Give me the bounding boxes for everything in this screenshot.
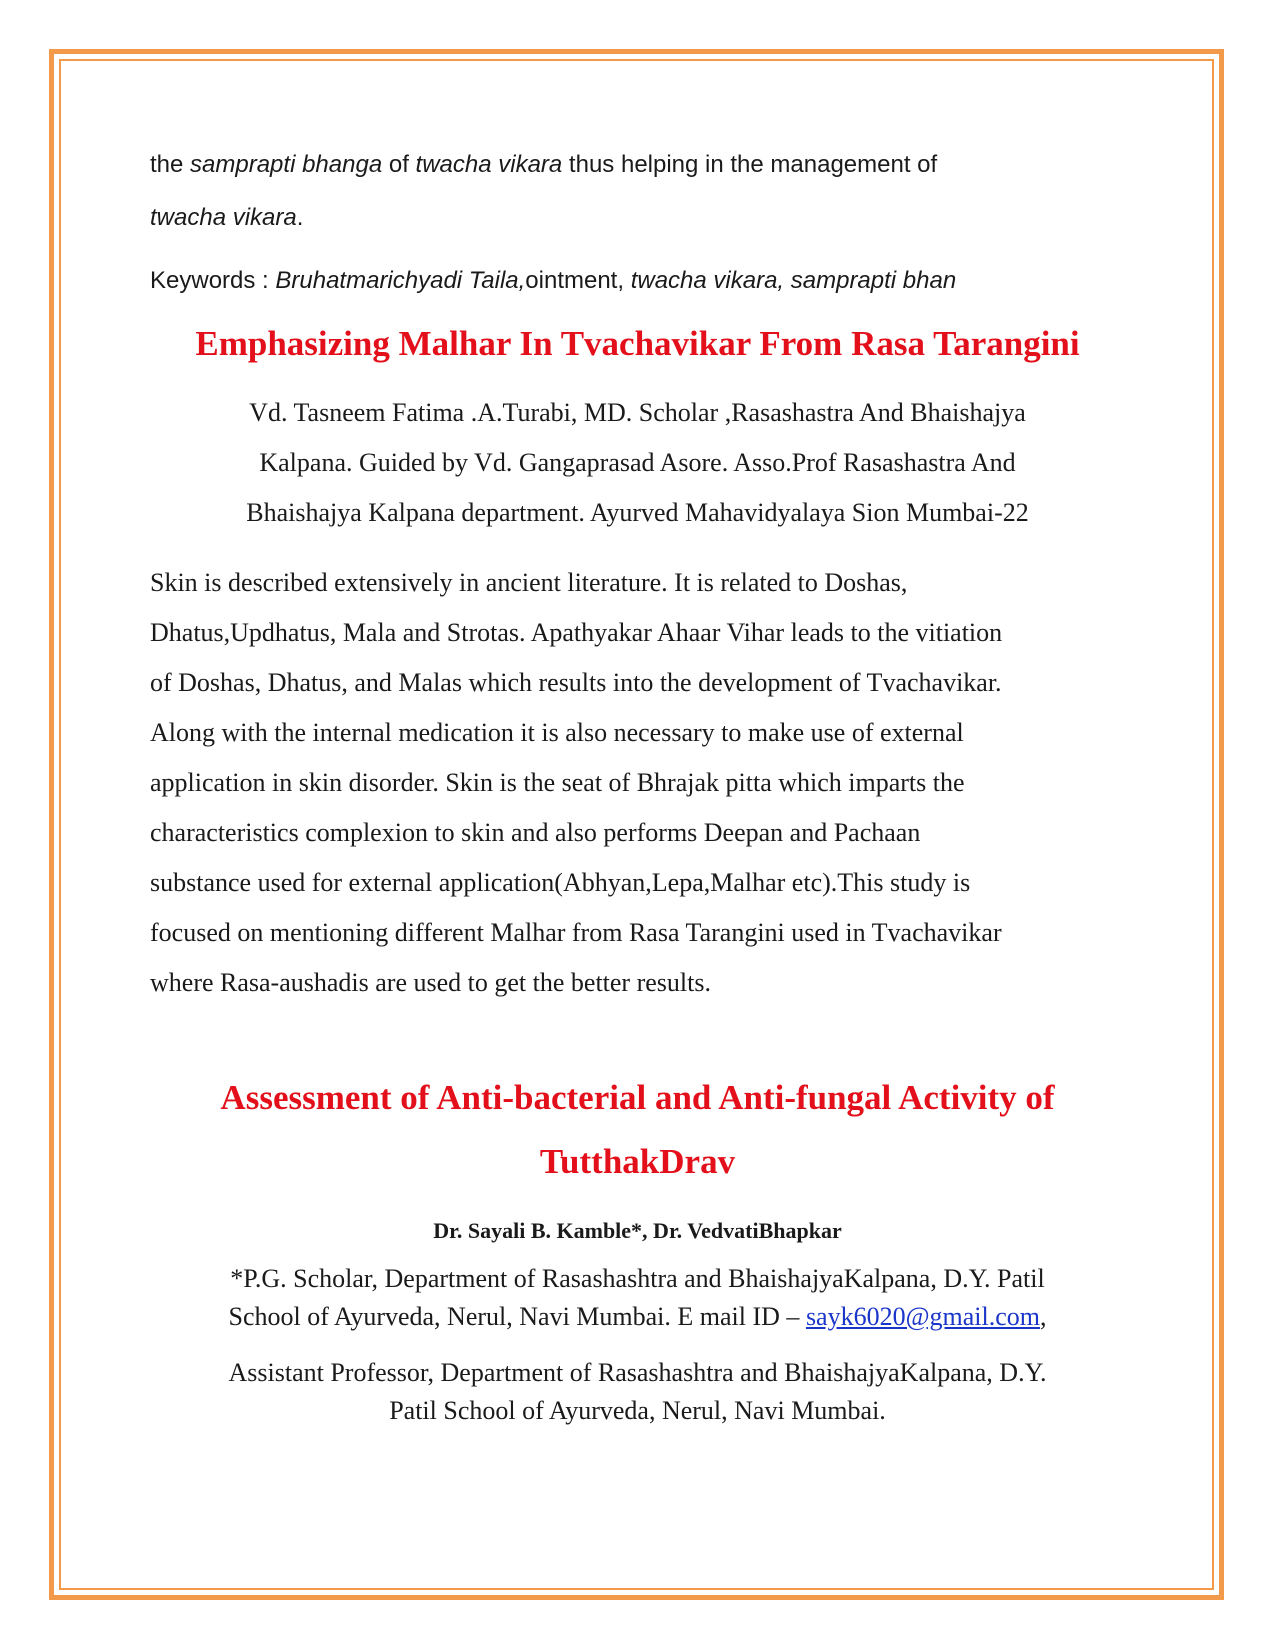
affiliation-line: School of Ayurveda, Nerul, Navi Mumbai. E mail ID –: [228, 1302, 806, 1331]
emphasis-text: twacha vikara: [150, 204, 297, 231]
text-segment: the: [150, 151, 191, 178]
article-authors: [150, 388, 1125, 538]
keywords-label: Keywords :: [150, 267, 276, 294]
abstract-line: Dhatus,Updhatus, Mala and Strotas. Apathyakar Ahaar Vihar leads to the vitiation: [150, 618, 1003, 647]
abstract-line: characteristics complexion to skin and also performs Deepan and Pachaan: [150, 818, 921, 847]
article-abstract: [150, 558, 1125, 1008]
author-line: Bhaishajya Kalpana department. Ayurved Mahavidyalaya Sion Mumbai-22: [246, 498, 1029, 527]
author-affiliation: [150, 1260, 1125, 1336]
text-segment: .: [296, 204, 304, 231]
article-authors: Dr. Sayali B. Kamble*, Dr. VedvatiBhapkar: [433, 1218, 842, 1243]
text-segment: of: [382, 151, 416, 178]
abstract-line: where Rasa-aushadis are used to get the better results.: [150, 968, 711, 997]
abstract-line: Skin is described extensively in ancient literature. It is related to Doshas,: [150, 568, 908, 597]
previous-article-tail: [150, 138, 1125, 244]
author-affiliation: [150, 1354, 1125, 1430]
author-line: Kalpana. Guided by Vd. Gangaprasad Asore. Asso.Prof Rasashastra And: [259, 448, 1016, 477]
emphasis-text: twacha vikara: [415, 151, 563, 178]
text-segment: thus helping in the management of: [562, 151, 938, 178]
affiliation-line: Patil School of Ayurveda, Nerul, Navi Mumbai.: [389, 1396, 886, 1425]
keyword: ointment,: [525, 267, 631, 294]
article-title: Emphasizing Malhar In Tvachavikar From Rasa Tarangini: [195, 324, 1080, 363]
title-line: Assessment of Anti-bacterial and Anti-fungal Activity of: [220, 1078, 1055, 1117]
affiliation-line: *P.G. Scholar, Department of Rasashashtra and BhaishajyaKalpana, D.Y. Patil: [230, 1264, 1045, 1293]
keyword: twacha vikara, samprapti bhan: [630, 267, 957, 294]
text-segment: ,: [1040, 1302, 1047, 1331]
page-content: [150, 138, 1125, 1430]
abstract-line: application in skin disorder. Skin is the seat of Bhrajak pitta which imparts the: [150, 768, 965, 797]
author-line: Vd. Tasneem Fatima .A.Turabi, MD. Scholar ,Rasashastra And Bhaishajya: [249, 398, 1026, 427]
abstract-line: of Doshas, Dhatus, and Malas which results into the development of Tvachavikar.: [150, 668, 1002, 697]
title-line: TutthakDrav: [539, 1142, 736, 1181]
emphasis-text: samprapti bhanga: [190, 151, 383, 178]
keywords-line: [150, 264, 1125, 298]
abstract-line: Along with the internal medication it is also necessary to make use of external: [150, 718, 964, 747]
article-title: [150, 1066, 1125, 1194]
email-link[interactable]: sayk6020@gmail.com: [805, 1302, 1041, 1331]
abstract-line: focused on mentioning different Malhar from Rasa Tarangini used in Tvachavikar: [150, 918, 1002, 947]
keyword: Bruhatmarichyadi Taila,: [275, 267, 526, 294]
abstract-line: substance used for external application(Abhyan,Lepa,Malhar etc).This study is: [150, 868, 971, 897]
affiliation-line: Assistant Professor, Department of Rasashashtra and BhaishajyaKalpana, D.Y.: [228, 1358, 1047, 1387]
